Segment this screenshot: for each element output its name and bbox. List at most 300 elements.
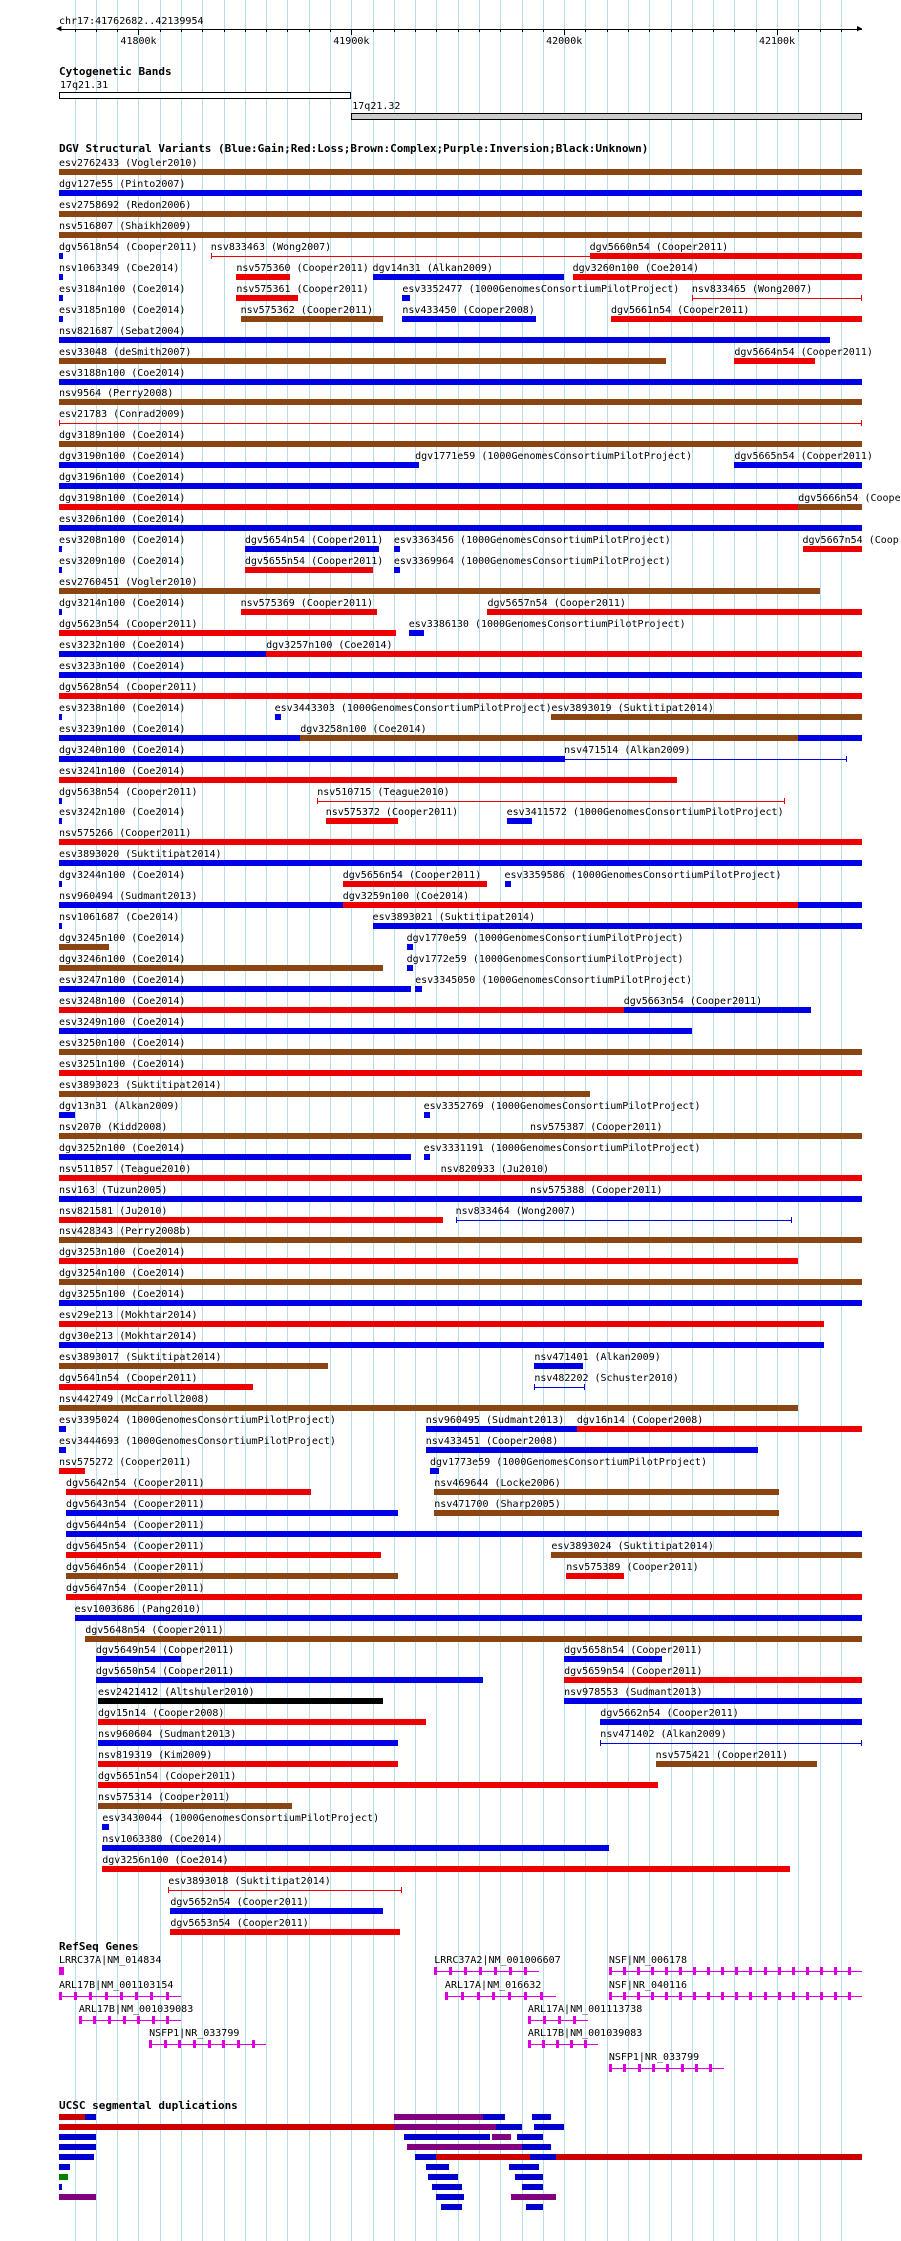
variant-bar[interactable] [59, 232, 862, 238]
variant-bar[interactable] [98, 1719, 426, 1725]
variant-bar-end [401, 1887, 402, 1893]
variant-bar[interactable] [402, 316, 536, 322]
variant-bar[interactable] [564, 1677, 862, 1683]
variant-label: dgv5644n54 (Cooper2011) [66, 1519, 205, 1531]
variant-label: esv29e213 (Mokhtar2014) [59, 1310, 198, 1322]
variant-bar[interactable] [66, 1489, 311, 1495]
variant-bar[interactable] [59, 818, 62, 824]
segdup-block[interactable] [59, 2164, 70, 2170]
gene-exon [623, 2064, 626, 2072]
variant-bar[interactable] [59, 1007, 624, 1013]
gene-exon [792, 1967, 795, 1975]
cytoband-bar[interactable] [351, 113, 862, 120]
variant-bar[interactable] [59, 1300, 862, 1306]
variant-bar[interactable] [426, 1447, 758, 1453]
gene-exon [637, 1967, 640, 1975]
variant-label: nsv978553 (Sudmant2013) [564, 1687, 703, 1699]
ruler-right-arrow: ▶ [857, 24, 863, 34]
variant-bar[interactable] [394, 546, 400, 552]
variant-label: esv3251n100 (Coe2014) [59, 1058, 186, 1070]
variant-bar[interactable] [530, 1133, 862, 1139]
variant-bar[interactable] [59, 337, 830, 343]
variant-bar[interactable] [98, 1782, 658, 1788]
variant-bar[interactable] [59, 881, 62, 887]
variant-bar[interactable] [59, 169, 862, 175]
variant-label: dgv3256n100 (Coe2014) [102, 1854, 229, 1866]
variant-bar[interactable] [59, 1342, 824, 1348]
variant-bar[interactable] [803, 546, 862, 552]
variant-bar-end [861, 420, 862, 426]
gene-exon [652, 2064, 655, 2072]
variant-bar[interactable] [59, 693, 862, 699]
variant-bar[interactable] [59, 462, 415, 468]
refseq-track-title: RefSeq Genes [59, 1940, 139, 1953]
segdup-block[interactable] [432, 2184, 462, 2190]
gene-exon [570, 2040, 573, 2048]
segdup-block[interactable] [59, 2174, 68, 2180]
variant-bar[interactable] [59, 190, 862, 196]
locus-label: chr17:41762682..42139954 [59, 16, 204, 27]
variant-label: dgv3240n100 (Coe2014) [59, 744, 186, 756]
variant-bar[interactable] [564, 759, 847, 760]
segdup-block[interactable] [404, 2134, 489, 2140]
variant-bar[interactable] [734, 358, 815, 364]
ruler-label: 41900k [333, 36, 370, 47]
gene-label: NSFP1|NR_033799 [149, 2028, 240, 2039]
variant-bar[interactable] [59, 399, 862, 405]
ruler-tick [309, 29, 310, 32]
segdup-block[interactable] [59, 2144, 96, 2150]
variant-label: dgv3214n100 (Coe2014) [59, 597, 186, 609]
variant-bar[interactable] [59, 1217, 443, 1223]
gene-exon [573, 2016, 576, 2024]
variant-bar-end [600, 1740, 601, 1746]
gene-exon [79, 2016, 82, 2024]
variant-bar[interactable] [75, 1615, 862, 1621]
variant-bar[interactable] [245, 546, 379, 552]
variant-bar[interactable] [98, 1761, 398, 1767]
variant-bar[interactable] [692, 298, 862, 299]
segdup-block[interactable] [441, 2204, 462, 2210]
variant-label: dgv5666n54 (Coope [798, 493, 901, 505]
variant-bar[interactable] [59, 295, 63, 301]
variant-label: dgv5654n54 (Cooper2011) [244, 535, 384, 547]
variant-bar[interactable] [611, 316, 862, 322]
variant-label: esv3233n100 (Coe2014) [59, 660, 186, 672]
variant-label: esv3411572 (1000GenomesConsortiumPilotProject) [506, 807, 784, 819]
variant-bar[interactable] [424, 1112, 430, 1118]
variant-bar[interactable] [98, 1698, 383, 1704]
variant-bar[interactable] [59, 714, 62, 720]
variant-bar[interactable] [300, 735, 798, 741]
variant-label: nsv575372 (Cooper2011) [325, 807, 459, 819]
variant-label: dgv5628n54 (Cooper2011) [59, 681, 198, 693]
gene-exon [707, 1992, 710, 2000]
variant-label: esv3386130 (1000GenomesConsortiumPilotProject) [408, 618, 686, 630]
gene-exon [693, 1992, 696, 2000]
ruler-tick [564, 29, 565, 35]
variant-label: dgv3257n100 (Coe2014) [266, 639, 393, 651]
gene-exon [806, 1992, 809, 2000]
ruler-tick [585, 29, 586, 32]
variant-bar[interactable] [59, 423, 862, 424]
variant-bar[interactable] [577, 1426, 862, 1432]
segdup-block[interactable] [59, 2184, 62, 2190]
gene-label: ARL17B|NM_001039083 [527, 2028, 643, 2039]
variant-bar[interactable] [534, 1387, 585, 1388]
variant-bar[interactable] [59, 379, 862, 385]
variant-label: esv3209n100 (Coe2014) [59, 556, 186, 568]
variant-bar[interactable] [59, 1426, 66, 1432]
segdup-block[interactable] [426, 2164, 449, 2170]
variant-bar[interactable] [434, 1510, 779, 1516]
variant-bar-end [564, 756, 565, 762]
variant-bar[interactable] [241, 609, 377, 615]
variant-bar[interactable] [59, 358, 666, 364]
gene-label: LRRC37A2|NM_001006607 [434, 1955, 561, 1966]
variant-label: esv3893024 (Suktitipat2014) [551, 1540, 714, 1552]
variant-label: nsv1061687 (Coe2014) [59, 912, 180, 924]
gene-exon [449, 1967, 452, 1975]
variant-bar[interactable] [409, 630, 424, 636]
variant-bar[interactable] [59, 1070, 862, 1076]
variant-bar[interactable] [59, 965, 383, 971]
variant-bar-end [211, 253, 212, 259]
variant-bar[interactable] [59, 274, 63, 280]
variant-bar[interactable] [236, 295, 298, 301]
variant-bar[interactable] [394, 567, 400, 573]
variant-bar[interactable] [59, 1279, 862, 1285]
variant-label: dgv5649n54 (Cooper2011) [95, 1645, 235, 1657]
variant-label: dgv3255n100 (Coe2014) [59, 1289, 186, 1301]
segdup-block[interactable] [532, 2114, 543, 2120]
segdup-block[interactable] [543, 2114, 552, 2120]
variant-bar[interactable] [600, 1719, 862, 1725]
variant-bar[interactable] [102, 1866, 789, 1872]
variant-bar[interactable] [551, 714, 862, 720]
gene-exon [820, 1967, 823, 1975]
segdup-block[interactable] [492, 2134, 511, 2140]
gene-exon [707, 1967, 710, 1975]
variant-bar[interactable] [59, 1447, 66, 1453]
segdup-block[interactable] [59, 2114, 87, 2120]
variant-bar[interactable] [798, 504, 862, 510]
variant-label: dgv1771e59 (1000GenomesConsortiumPilotProject) [415, 451, 693, 463]
variant-bar[interactable] [59, 441, 862, 447]
variant-bar[interactable] [590, 253, 862, 259]
variant-bar[interactable] [59, 839, 862, 845]
variant-bar[interactable] [415, 986, 421, 992]
gene-exon [679, 1967, 682, 1975]
variant-bar[interactable] [551, 1552, 862, 1558]
variant-bar[interactable] [59, 483, 862, 489]
variant-bar[interactable] [415, 462, 419, 468]
variant-bar[interactable] [564, 1698, 862, 1704]
variant-bar[interactable] [373, 274, 565, 280]
ruler-tick [351, 29, 352, 35]
segdup-block[interactable] [436, 2154, 862, 2160]
variant-bar[interactable] [59, 944, 109, 950]
segdup-block[interactable] [511, 2194, 556, 2200]
variant-label: esv3208n100 (Coe2014) [59, 535, 186, 547]
variant-label: esv3352769 (1000GenomesConsortiumPilotProject) [423, 1100, 701, 1112]
variant-bar[interactable] [434, 1489, 779, 1495]
gene-exon [721, 1967, 724, 1975]
variant-label: dgv5653n54 (Cooper2011) [170, 1917, 309, 1929]
variant-bar[interactable] [59, 986, 411, 992]
segdup-block[interactable] [509, 2164, 539, 2170]
ruler-tick [202, 29, 203, 32]
variant-label: dgv5659n54 (Cooper2011) [564, 1666, 703, 1678]
variant-bar[interactable] [59, 1363, 328, 1369]
gene-exon [609, 1967, 612, 1975]
ruler-tick [266, 29, 267, 32]
variant-bar[interactable] [573, 274, 862, 280]
cytoband-bar[interactable] [59, 92, 351, 99]
variant-bar[interactable] [59, 525, 862, 531]
segdup-block[interactable] [436, 2194, 464, 2200]
variant-bar[interactable] [59, 923, 62, 929]
variant-bar[interactable] [59, 504, 862, 510]
variant-label: dgv5665n54 (Cooper2011) [734, 451, 873, 463]
variant-bar[interactable] [505, 881, 511, 887]
segdup-block[interactable] [394, 2124, 496, 2130]
variant-label: nsv471514 (Alkan2009) [564, 744, 691, 756]
segdup-block[interactable] [394, 2114, 483, 2120]
segdup-block[interactable] [517, 2134, 543, 2140]
variant-bar[interactable] [59, 1468, 85, 1474]
variant-bar[interactable] [59, 672, 862, 678]
gene-exon [638, 2064, 641, 2072]
segdup-block[interactable] [530, 2154, 556, 2160]
variant-bar[interactable] [59, 1091, 590, 1097]
gene-exon [709, 2064, 712, 2072]
segdup-block[interactable] [59, 2134, 96, 2140]
variant-label: dgv5618n54 (Cooper2011) [59, 241, 198, 253]
variant-label: dgv127e55 (Pinto2007) [59, 178, 186, 190]
variant-bar[interactable] [564, 1656, 662, 1662]
variant-bar[interactable] [530, 1196, 862, 1202]
gene-exon [528, 2016, 531, 2024]
segdup-block[interactable] [526, 2204, 543, 2210]
variant-bar[interactable] [59, 1384, 253, 1390]
variant-bar[interactable] [236, 274, 289, 280]
variant-bar[interactable] [59, 316, 63, 322]
variant-label: esv3893020 (Suktitipat2014) [59, 849, 222, 861]
variant-label: dgv1773e59 (1000GenomesConsortiumPilotProject) [430, 1456, 707, 1468]
variant-bar[interactable] [98, 1740, 398, 1746]
variant-bar[interactable] [566, 1573, 623, 1579]
gene-exon [178, 2040, 181, 2048]
variant-bar[interactable] [59, 1237, 862, 1243]
variant-label: dgv16n14 (Cooper2008) [576, 1415, 704, 1426]
variant-label: dgv3189n100 (Coe2014) [59, 430, 186, 442]
variant-bar[interactable] [402, 295, 409, 301]
gene-label: NSF|NM_006178 [608, 1955, 688, 1966]
variant-bar[interactable] [59, 798, 62, 804]
gene-exon [778, 1967, 781, 1975]
variant-bar[interactable] [59, 860, 862, 866]
variant-label: nsv2070 (Kidd2008) [59, 1121, 168, 1133]
gene-label: ARL17B|NM_001039083 [78, 2004, 194, 2015]
gene-exon [509, 1967, 512, 1975]
variant-bar[interactable] [59, 630, 396, 636]
variant-bar[interactable] [343, 902, 798, 908]
ruler-tick [798, 29, 799, 32]
variant-label: nsv575369 (Cooper2011) [240, 597, 374, 609]
gene-exon [651, 1992, 654, 2000]
variant-label: nsv471700 (Sharp2005) [434, 1498, 561, 1510]
variant-bar[interactable] [59, 1049, 862, 1055]
variant-bar[interactable] [441, 1175, 862, 1181]
variant-bar[interactable] [456, 1220, 792, 1221]
variant-bar[interactable] [534, 1363, 583, 1369]
ruler-tick [330, 29, 331, 32]
gene-exon [120, 1992, 123, 2000]
variant-bar[interactable] [59, 756, 564, 762]
variant-bar[interactable] [170, 1908, 383, 1914]
variant-bar[interactable] [600, 1743, 862, 1744]
segdup-block[interactable] [59, 2194, 96, 2200]
variant-bar-end [846, 756, 847, 762]
variant-label: dgv5650n54 (Cooper2011) [95, 1666, 235, 1678]
segdup-block[interactable] [59, 2124, 402, 2130]
variant-bar[interactable] [656, 1761, 818, 1767]
variant-bar[interactable] [85, 1636, 862, 1642]
cytoband-label: 17q21.32 [352, 101, 401, 112]
segdup-block[interactable] [428, 2174, 458, 2180]
ruler-tick [224, 29, 225, 32]
gene-exon [477, 1992, 480, 2000]
variant-label: esv3352477 (1000GenomesConsortiumPilotProject) [402, 283, 680, 295]
gene-exon [445, 1992, 448, 2000]
variant-bar[interactable] [59, 211, 862, 217]
segdup-block[interactable] [483, 2114, 504, 2120]
gene-exon [492, 1992, 495, 2000]
ruler-tick [649, 29, 650, 32]
variant-bar[interactable] [245, 567, 373, 573]
variant-bar[interactable] [317, 801, 785, 802]
variant-bar[interactable] [734, 462, 862, 468]
variant-label: nsv575362 (Cooper2011) [240, 304, 374, 316]
variant-label: nsv575388 (Cooper2011) [530, 1184, 663, 1196]
variant-bar[interactable] [59, 588, 820, 594]
segdup-block[interactable] [85, 2114, 96, 2120]
variant-bar-end [692, 295, 693, 301]
variant-label: esv3359586 (1000GenomesConsortiumPilotProject) [504, 870, 782, 882]
gene-exon [494, 1967, 497, 1975]
variant-bar[interactable] [59, 777, 677, 783]
ruler-tick [713, 29, 714, 32]
variant-bar[interactable] [96, 1677, 483, 1683]
variant-bar[interactable] [59, 546, 62, 552]
variant-bar[interactable] [624, 1007, 811, 1013]
variant-bar[interactable] [66, 1552, 381, 1558]
gene-exon [149, 2040, 152, 2048]
segdup-block[interactable] [522, 2184, 543, 2190]
variant-bar[interactable] [66, 1531, 862, 1537]
gene-exon [651, 1967, 654, 1975]
segdup-block[interactable] [515, 2174, 543, 2180]
variant-bar[interactable] [96, 1656, 181, 1662]
gene-exon [135, 1992, 138, 2000]
gene-exon [528, 2040, 531, 2048]
gene-exon [252, 2040, 255, 2048]
variant-label: nsv510715 (Teague2010) [317, 786, 450, 798]
gene-exon [558, 2016, 561, 2024]
variant-bar[interactable] [275, 714, 281, 720]
variant-bar[interactable] [59, 609, 62, 615]
variant-bar[interactable] [59, 253, 63, 259]
ruler-label: 42000k [546, 36, 583, 47]
variant-bar[interactable] [426, 1426, 577, 1432]
variant-bar[interactable] [424, 1154, 430, 1160]
variant-bar[interactable] [59, 1154, 411, 1160]
variant-label: dgv5642n54 (Cooper2011) [66, 1477, 205, 1489]
variant-bar[interactable] [66, 1573, 398, 1579]
ruler-tick [734, 29, 735, 32]
variant-bar[interactable] [66, 1510, 398, 1516]
variant-bar[interactable] [59, 1028, 692, 1034]
segdup-block[interactable] [522, 2144, 552, 2150]
variant-bar[interactable] [507, 818, 533, 824]
variant-bar[interactable] [66, 1594, 862, 1600]
variant-bar[interactable] [59, 1258, 798, 1264]
variant-label: esv3185n100 (Coe2014) [59, 304, 186, 316]
gene-exon [735, 1992, 738, 2000]
segdup-block[interactable] [496, 2124, 522, 2130]
variant-bar[interactable] [59, 1321, 824, 1327]
variant-label: dgv3196n100 (Coe2014) [59, 472, 186, 484]
variant-label: nsv575361 (Cooper2011) [236, 283, 369, 295]
variant-bar[interactable] [407, 965, 413, 971]
variant-label: dgv5655n54 (Cooper2011) [244, 556, 384, 568]
variant-bar[interactable] [430, 1468, 439, 1474]
variant-bar[interactable] [170, 1929, 400, 1935]
segdup-block[interactable] [534, 2124, 564, 2130]
variant-bar[interactable] [407, 944, 413, 950]
gene-label: NSFP1|NR_033799 [608, 2052, 700, 2063]
variant-bar[interactable] [326, 818, 398, 824]
variant-bar-end [784, 798, 785, 804]
dgv-track-title: DGV Structural Variants (Blue:Gain;Red:Loss;Brown:Complex;Purple:Inversion;Black:Unknown) [59, 142, 649, 155]
variant-label: dgv5656n54 (Cooper2011) [342, 870, 482, 882]
variant-bar[interactable] [168, 1890, 402, 1891]
segdup-block[interactable] [407, 2144, 522, 2150]
variant-bar[interactable] [373, 923, 862, 929]
segdup-block[interactable] [59, 2154, 94, 2160]
gene-intron-line[interactable] [528, 2044, 598, 2045]
variant-bar[interactable] [487, 609, 862, 615]
variant-bar[interactable] [59, 567, 62, 573]
variant-label: dgv3258n100 (Coe2014) [300, 723, 427, 735]
variant-bar[interactable] [59, 1405, 798, 1411]
variant-bar[interactable] [59, 1112, 75, 1118]
variant-bar[interactable] [266, 651, 862, 657]
variant-label: nsv575266 (Cooper2011) [59, 828, 192, 840]
gene-exon [778, 1992, 781, 2000]
variant-bar[interactable] [102, 1824, 108, 1830]
gene-exon [695, 2064, 698, 2072]
variant-label: esv3331191 (1000GenomesConsortiumPilotProject) [423, 1142, 701, 1154]
variant-bar-end [317, 798, 318, 804]
variant-bar[interactable] [241, 316, 384, 322]
gene-exon [666, 2064, 669, 2072]
variant-bar[interactable] [98, 1803, 292, 1809]
variant-bar[interactable] [343, 881, 488, 887]
variant-bar[interactable] [102, 1845, 609, 1851]
gene-exon [479, 1967, 482, 1975]
